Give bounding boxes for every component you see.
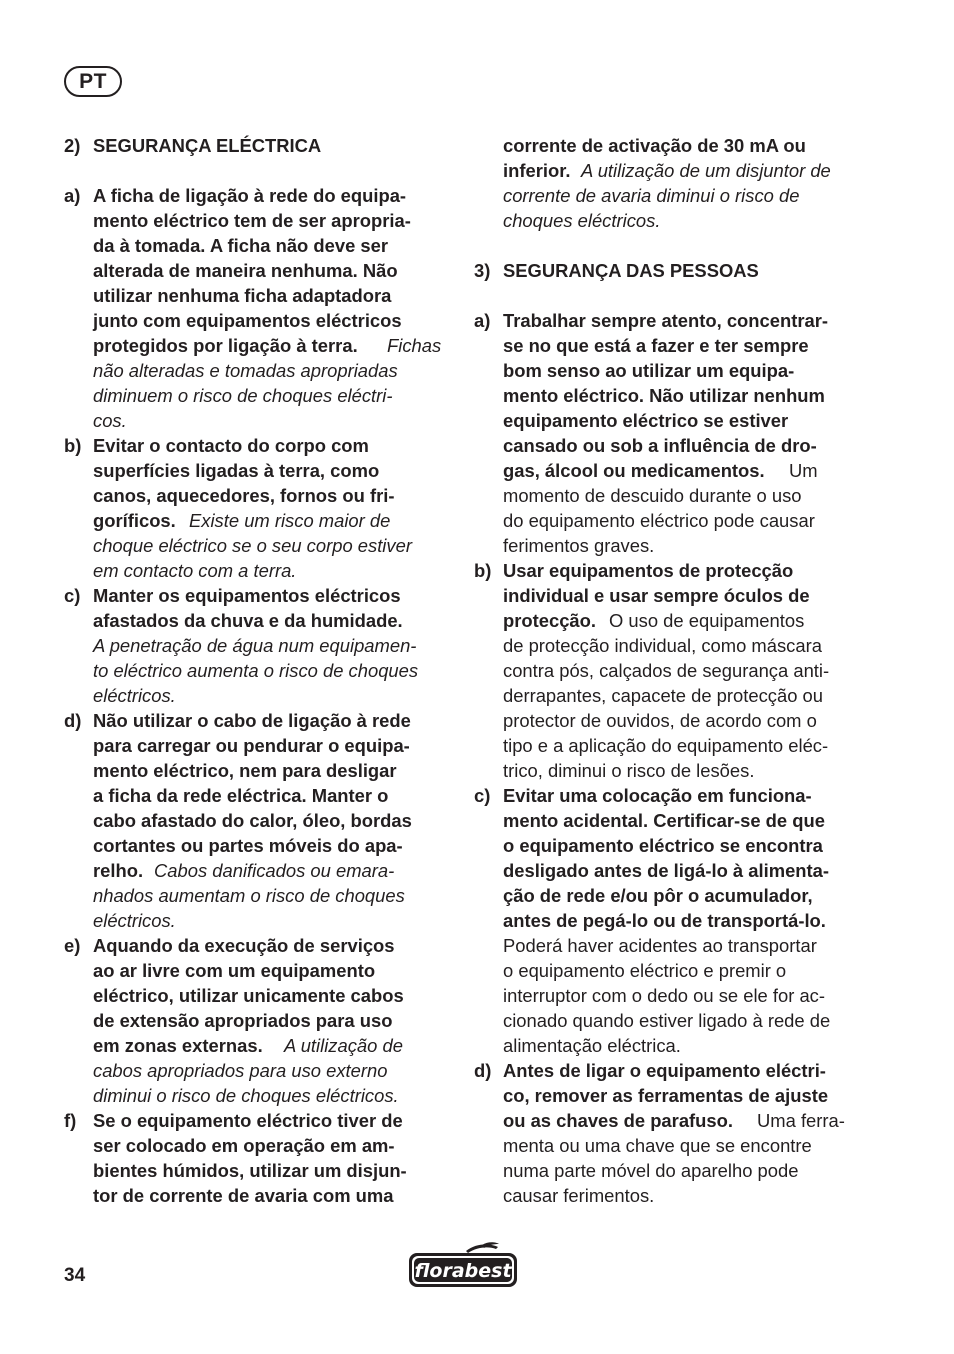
item-explanation: Cabos danificados ou emara- nhados aumentam o risco de choques eléctricos. bbox=[93, 860, 405, 931]
language-badge: PT bbox=[64, 66, 122, 97]
item-instruction: Manter os equipamentos eléctricos afastados da chuva e da humidade. bbox=[93, 585, 403, 631]
right-column bbox=[474, 133, 859, 1208]
item-explanation: Fichas não alteradas e tomadas apropriadas diminuem o risco de choques eléctri- cos. bbox=[93, 335, 442, 431]
item-explanation: Poderá haver acidentes ao transportar o equipamento eléctrico e premir o interruptor com o dedo ou se ele for ac- cionado quando estiver ligado à rede de alimentação eléctrica. bbox=[503, 935, 831, 1056]
item-explanation: Existe um risco maior de choque eléctrico se o seu corpo estiver em contacto com a terra. bbox=[93, 510, 412, 581]
list-item-f bbox=[64, 1108, 449, 1208]
item-label: e) bbox=[64, 935, 81, 956]
section-number: 3) bbox=[474, 260, 491, 281]
list-item-f-continued bbox=[474, 133, 859, 233]
section-number: 2) bbox=[64, 135, 81, 156]
list-item-c bbox=[64, 583, 449, 708]
item-explanation: Um momento de descuido durante o uso do equipamento eléctrico pode causar ferimentos graves. bbox=[503, 460, 818, 556]
item-explanation: A utilização de um disjuntor de corrente de avaria diminui o risco de choques eléctricos. bbox=[503, 160, 831, 231]
item-instruction: A ficha de ligação à rede do equipa- mento eléctrico tem de ser apropria- da à tomada. A ficha não deve ser alterada de maneira nenhuma. Não utilizar nenhuma ficha adaptadora junto com equipamentos eléctricos protegidos por ligação à terra. bbox=[93, 185, 411, 356]
item-instruction: Trabalhar sempre atento, concentrar- se no que está a fazer e ter sempre bom senso ao utilizar um equipa- mento eléctrico. Não utilizar nenhum equipamento eléctrico se estiver cansado ou sob a influência de dro- gas, álcool ou medicamentos. bbox=[503, 310, 829, 481]
item-label: b) bbox=[474, 560, 492, 581]
list-item-b bbox=[64, 433, 449, 583]
section-title: SEGURANÇA DAS PESSOAS bbox=[503, 260, 759, 281]
item-instruction: Aquando da execução de serviços ao ar livre com um equipamento eléctrico, utilizar unicamente cabos de extensão apropriados para uso em zonas externas. bbox=[93, 935, 404, 1056]
item-label: c) bbox=[474, 785, 491, 806]
section-title: SEGURANÇA ELÉCTRICA bbox=[93, 135, 322, 156]
item-instruction: corrente de activação de 30 mA ou inferior. bbox=[503, 135, 806, 181]
item-instruction: Usar equipamentos de protecção individual e usar sempre óculos de protecção. bbox=[503, 560, 810, 631]
item-label: d) bbox=[64, 710, 82, 731]
page-number: 34 bbox=[64, 1265, 86, 1286]
list-item-d bbox=[474, 1058, 859, 1208]
item-explanation: Uma ferra- menta ou uma chave que se encontre numa parte móvel do aparelho pode causar ferimentos. bbox=[503, 1110, 845, 1206]
list-item-d bbox=[64, 708, 449, 933]
section-heading-personal-safety bbox=[474, 258, 859, 283]
item-label: d) bbox=[474, 1060, 492, 1081]
left-column bbox=[64, 133, 449, 1208]
item-label: a) bbox=[474, 310, 491, 331]
item-explanation: A utilização de cabos apropriados para uso externo diminui o risco de choques eléctricos. bbox=[93, 1035, 403, 1106]
item-instruction: Evitar o contacto do corpo com superfícies ligadas à terra, como canos, aquecedores, fornos ou fri- goríficos. bbox=[93, 435, 395, 531]
list-item-c bbox=[474, 783, 859, 1058]
item-instruction: Não utilizar o cabo de ligação à rede para carregar ou pendurar o equipa- mento eléctrico, nem para desligar a ficha da rede eléctrica. Manter o cabo afastado do calor, óleo, bordas cortantes ou partes móveis do apa- relho. bbox=[93, 710, 412, 881]
florabest-logo bbox=[406, 1241, 520, 1296]
list-item-b bbox=[474, 558, 859, 783]
item-explanation: A penetração de água num equipamen- to eléctrico aumenta o risco de choques eléctricos. bbox=[93, 635, 419, 706]
item-label: f) bbox=[64, 1110, 77, 1131]
list-item-a bbox=[64, 183, 449, 433]
item-instruction: Se o equipamento eléctrico tiver de ser colocado em operação em am- bientes húmidos, utilizar um disjun- tor de corrente de avaria com uma bbox=[93, 1110, 407, 1206]
item-explanation: O uso de equipamentos de protecção individual, como máscara contra pós, calçados de segurança anti- derrapantes, capacete de protecção ou protector de ouvidos, de acordo com o tipo e a aplicação do equipamento eléc- trico, diminui o risco de lesões. bbox=[503, 610, 830, 781]
list-item-e bbox=[64, 933, 449, 1108]
list-item-a bbox=[474, 308, 859, 558]
svg-text:florabest: florabest bbox=[414, 1260, 512, 1282]
section-heading-electrical-safety bbox=[64, 133, 449, 158]
item-instruction: Evitar uma colocação em funciona- mento acidental. Certificar-se de que o equipamento eléctrico se encontra desligado antes de ligá-lo à alimenta- ção de rede e/ou pôr o acumulador, antes de pegá-lo ou de transportá-lo. bbox=[503, 785, 830, 931]
item-instruction: Antes de ligar o equipamento eléctri- co, remover as ferramentas de ajuste ou as chaves de parafuso. bbox=[503, 1060, 829, 1131]
item-label: b) bbox=[64, 435, 82, 456]
item-label: a) bbox=[64, 185, 81, 206]
item-label: c) bbox=[64, 585, 81, 606]
